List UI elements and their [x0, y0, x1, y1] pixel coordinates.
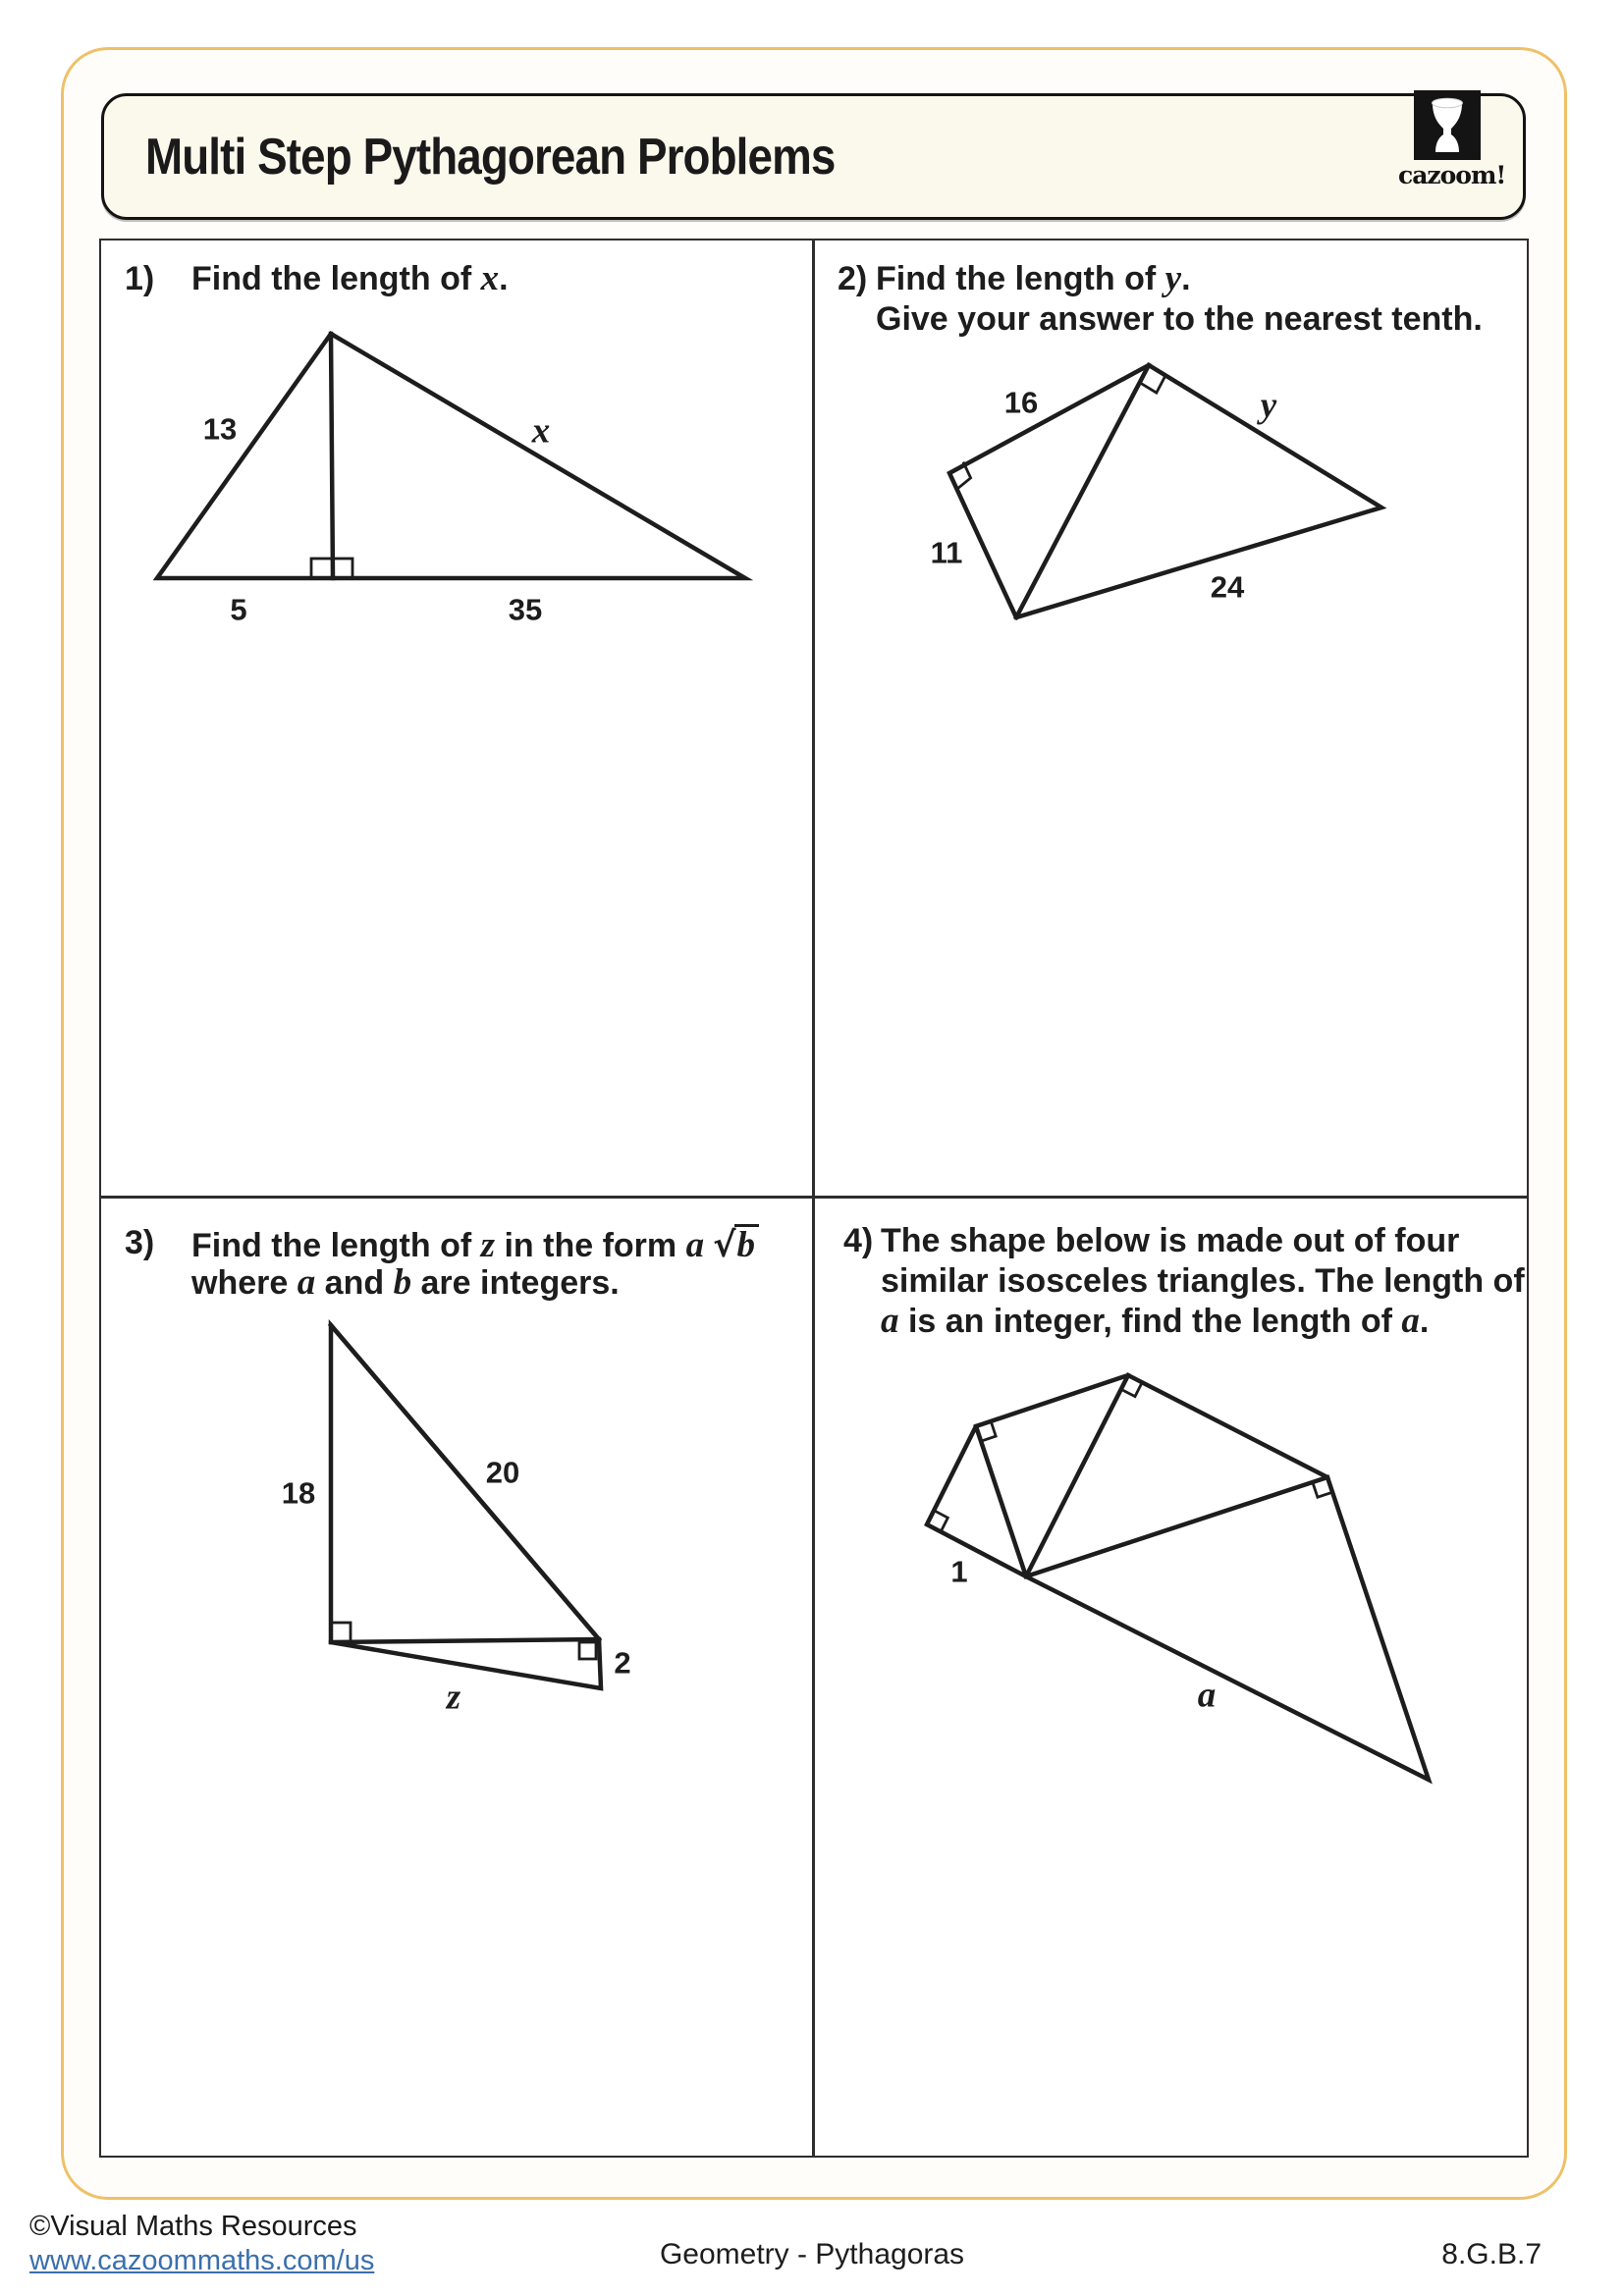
- footer-website-link[interactable]: www.cazoommaths.com/us: [29, 2245, 375, 2276]
- fig2-label-16: 16: [1003, 385, 1039, 420]
- problem-2-text-line-1: Find the length of y.: [876, 258, 1191, 298]
- problem-1-number: 1): [125, 260, 155, 297]
- fig1-triangle: [157, 334, 745, 578]
- fig3-right-angle-bottom-left: [331, 1623, 351, 1642]
- fig3-label-20: 20: [485, 1455, 520, 1490]
- fig4-label-1: 1: [950, 1554, 968, 1589]
- fig1-label-x: x: [531, 410, 551, 452]
- fig1-label-35: 35: [508, 592, 543, 627]
- problem-2-number: 2): [838, 260, 868, 297]
- problem-4-text-line-2: similar isosceles triangles. The length of: [881, 1262, 1525, 1300]
- fig3-right-angle-bottom-right: [579, 1642, 596, 1659]
- problem-1-text-line-1: Find the length of x.: [191, 258, 509, 298]
- problems-grid: [99, 239, 1529, 2158]
- footer-copyright: ©Visual Maths Resources: [29, 2211, 357, 2242]
- problem-2-text-line-2: Give your answer to the nearest tenth.: [876, 300, 1483, 338]
- problem-4: [814, 1199, 1527, 2156]
- fig2-label-y: y: [1260, 385, 1277, 426]
- problem-2: [814, 240, 1527, 1198]
- fig3-label-2: 2: [614, 1645, 631, 1681]
- cazoom-logo: [1398, 90, 1506, 189]
- worksheet-header: [101, 93, 1526, 220]
- fig3-label-18: 18: [281, 1475, 316, 1511]
- figure-2: [814, 240, 1527, 1196]
- fig3-triangles: [331, 1325, 601, 1688]
- problem-3: [101, 1199, 814, 2156]
- fig4-label-a: a: [1197, 1675, 1217, 1716]
- problem-1: [101, 240, 814, 1198]
- footer-standard-code: 8.G.B.7: [1441, 2238, 1542, 2270]
- fig3-label-z: z: [446, 1677, 461, 1718]
- figure-3: [101, 1199, 814, 2156]
- fig2-label-11: 11: [930, 535, 963, 570]
- drum-icon: [1414, 90, 1481, 160]
- footer-topic: Geometry - Pythagoras: [659, 2238, 965, 2270]
- problem-4-number: 4): [843, 1222, 874, 1259]
- figure-1: [101, 240, 814, 1196]
- fig4-fan-of-triangles: [927, 1375, 1429, 1780]
- page-title: Multi Step Pythagorean Problems: [145, 128, 836, 186]
- problem-4-text-line-1: The shape below is made out of four: [881, 1222, 1460, 1259]
- problem-3-text-line-1: Find the length of z in the form a √b: [191, 1224, 759, 1265]
- problem-4-text-line-3: a is an integer, find the length of a.: [881, 1301, 1430, 1341]
- problem-3-number: 3): [125, 1224, 155, 1261]
- fig1-label-5: 5: [230, 592, 247, 627]
- fig2-label-24: 24: [1210, 569, 1245, 605]
- figure-4: [814, 1199, 1527, 2156]
- problem-3-text-line-2: where a and b are integers.: [191, 1262, 620, 1303]
- logo-wordmark: cazoom!: [1398, 161, 1506, 189]
- fig1-label-13: 13: [202, 411, 238, 447]
